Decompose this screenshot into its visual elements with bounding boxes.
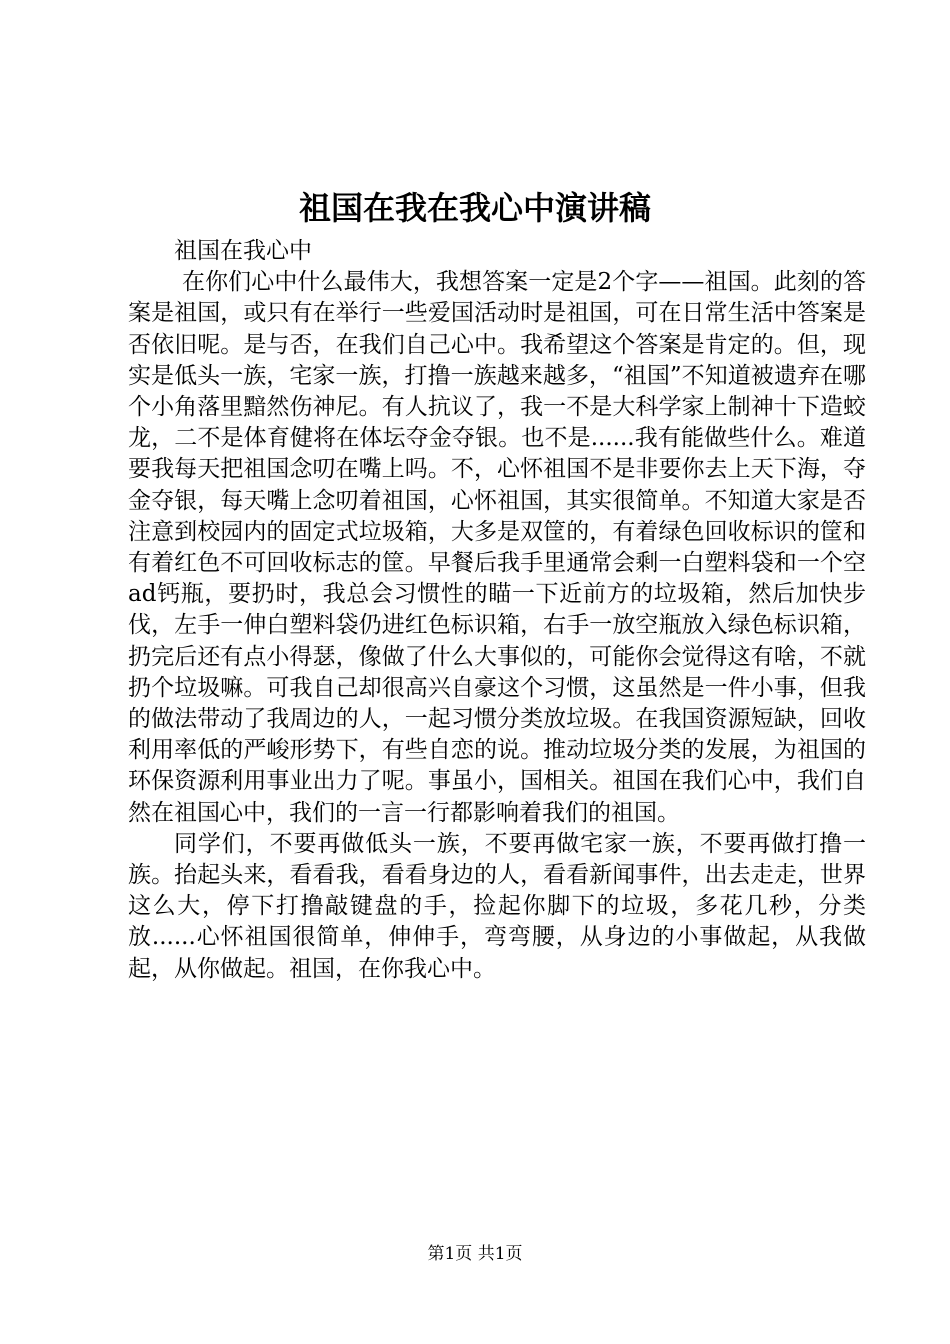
document-body: [128, 236, 866, 985]
document-title: 祖国在我在我心中演讲稿: [298, 189, 651, 227]
page-footer: 第1页 共1页: [427, 1244, 523, 1264]
paragraph-1: 在你们心中什么最伟大，我想答案一定是2个字——祖国。此刻的答案是祖国，或只有在举行一些爱国活动时是祖国，可在日常生活中答案是否依旧呢。是与否，在我们自己心中。我希望这个答案是肯定的。但，现实是低头一族，宅家一族，打撸一族越来越多，“祖国”不知道被遗弃在哪个小角落里黯然伤神尼。有人抗议了，我一不是大科学家上制神十下造蛟龙，二不是体育健将在体坛夺金夺银。也不是......我有能做些什么。难道要我每天把祖国念叨在嘴上吗。不，心怀祖国不是非要你去上天下海，夺金夺银，每天嘴上念叨着祖国，心怀祖国，其实很简单。不知道大家是否注意到校园内的固定式垃圾箱，大多是双筐的，有着绿色回收标识的筐和有着红色不可回收标志的筐。早餐后我手里通常会剩一白塑料袋和一个空ad钙瓶，要扔时，我总会习惯性的瞄一下近前方的垃圾箱，然后加快步伐，左手一伸白塑料袋仍进红色标识箱，右手一放空瓶放入绿色标识箱，扔完后还有点小得瑟，像做了什么大事似的，可能你会觉得这有啥，不就扔个垃圾嘛。可我自己却很高兴自豪这个习惯，这虽然是一件小事，但我的做法带动了我周边的人，一起习惯分类放垃圾。在我国资源短缺，回收利用率低的严峻形势下，有些自恋的说。推动垃圾分类的发展，为祖国的环保资源利用事业出力了呢。事虽小，国相关。祖国在我们心中，我们自然在祖国心中，我们的一言一行都影响着我们的祖国。: [128, 269, 866, 826]
document-subtitle: 祖国在我心中: [174, 238, 312, 264]
paragraph-2: 同学们，不要再做低头一族，不要再做宅家一族，不要再做打撸一族。抬起头来，看看我，看看身边的人，看看新闻事件，出去走走，世界这么大，停下打撸敲键盘的手，捡起你脚下的垃圾，多花几秒，分类放......心怀祖国很简单，伸伸手，弯弯腰，从身边的小事做起，从我做起，从你做起。祖国，在你我心中。: [128, 830, 866, 982]
